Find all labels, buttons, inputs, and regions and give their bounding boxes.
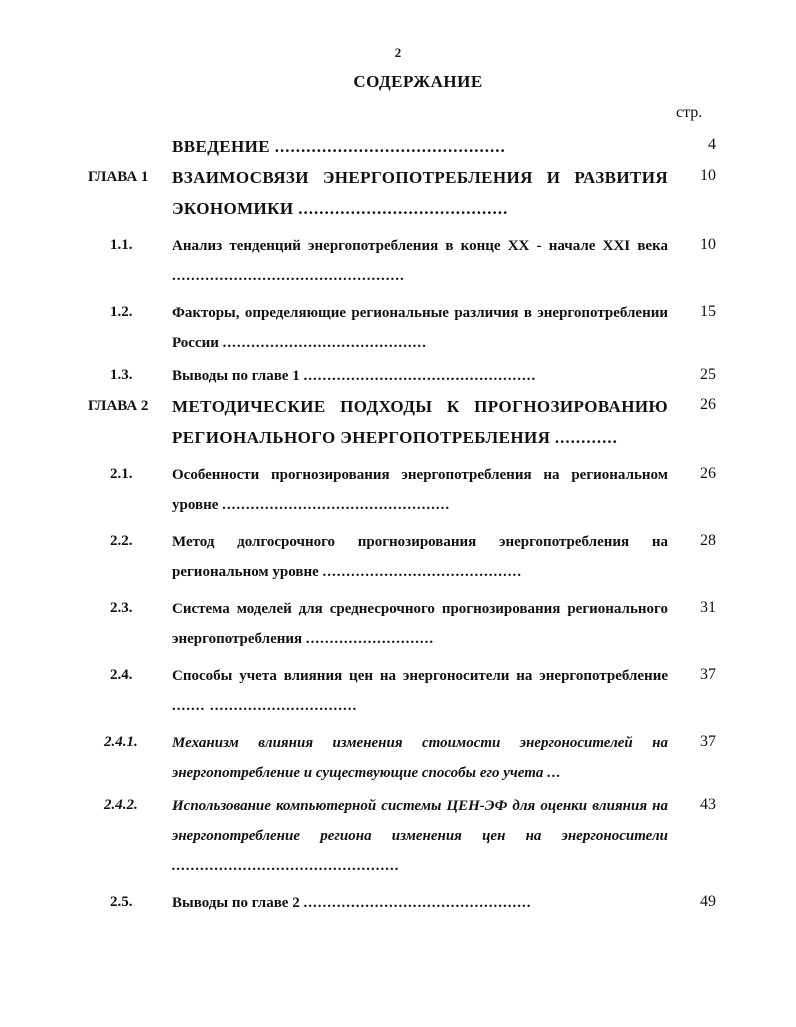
toc-entry-title: МЕТОДИЧЕСКИЕ ПОДХОДЫ К ПРОГНОЗИРОВАНИЮ РЕГИОНАЛЬНОГО ЭНЕРГОПОТРЕБЛЕНИЯ xyxy=(172,397,668,447)
toc-leader-dots: ........................................... xyxy=(222,335,427,351)
toc-entry-title: ВЗАИМОСВЯЗИ ЭНЕРГОПОТРЕБЛЕНИЯ И РАЗВИТИЯ ЭКОНОМИКИ xyxy=(172,168,668,218)
toc-entry-page: 10 xyxy=(700,236,716,253)
toc-entry-page: 26 xyxy=(700,396,716,413)
toc-leader-dots: ................................................. xyxy=(172,268,405,284)
toc-entry-number: 1.3. xyxy=(110,367,133,383)
toc-leader-dots: ....... ............................... xyxy=(172,698,358,714)
toc-entry-number: 2.4.2. xyxy=(104,797,138,813)
toc-entry-number: 2.4. xyxy=(110,667,133,683)
table-of-contents xyxy=(0,131,796,918)
toc-entry-number: 2.1. xyxy=(110,466,133,482)
toc-entry-number: 1.2. xyxy=(110,304,133,320)
toc-entry-2-4-2 xyxy=(0,791,796,881)
toc-leader-dots: ................................................ xyxy=(172,858,400,874)
toc-entry-number: 2.2. xyxy=(110,533,133,549)
toc-entry-1-1 xyxy=(0,231,796,291)
toc-leader-dots: ... xyxy=(547,765,562,781)
toc-entry-number: ГЛАВА 1 xyxy=(88,169,149,185)
toc-entry-1-2 xyxy=(0,298,796,358)
toc-entry-page: 37 xyxy=(700,733,716,750)
toc-entry-page: 26 xyxy=(700,465,716,482)
toc-entry-title: Метод долгосрочного прогнозирования энергопотребления на региональном уровне xyxy=(172,534,668,580)
toc-entry-title: Использование компьютерной системы ЦЕН-ЭФ для оценки влияния на энергопотребление региона изменения цен на энергоносители xyxy=(172,798,668,844)
toc-entry-number: 2.3. xyxy=(110,600,133,616)
toc-entry-title: Выводы по главе 2 xyxy=(172,895,300,911)
toc-entry-2-4-1 xyxy=(0,728,796,788)
toc-entry-page: 4 xyxy=(708,136,716,153)
toc-entry-page: 43 xyxy=(700,796,716,813)
toc-entry-2-1 xyxy=(0,460,796,520)
toc-entry-page: 49 xyxy=(700,893,716,910)
page-number: 2 xyxy=(394,45,402,60)
toc-entry-page: 10 xyxy=(700,167,716,184)
toc-leader-dots: .......................................... xyxy=(322,564,523,580)
page-column-label: стр. xyxy=(676,104,703,121)
toc-entry-title: Особенности прогнозирования энергопотребления на региональном уровне xyxy=(172,467,668,513)
toc-entry-page: 15 xyxy=(700,303,716,320)
toc-entry-2-2 xyxy=(0,527,796,587)
document-title: СОДЕРЖАНИЕ xyxy=(353,72,483,91)
toc-entry-title: Факторы, определяющие региональные различия в энергопотреблении России xyxy=(172,305,668,351)
toc-entry-title: ВВЕДЕНИЕ xyxy=(172,137,271,156)
toc-entry-number: 1.1. xyxy=(110,237,133,253)
toc-entry-title: Анализ тенденций энергопотребления в конце XX - начале XXI века xyxy=(172,238,668,254)
toc-entry-page: 31 xyxy=(700,599,716,616)
toc-entry-title: Способы учета влияния цен на энергоносители на энергопотребление xyxy=(172,668,668,684)
toc-leader-dots: ........................... xyxy=(305,631,435,647)
toc-entry-number: ГЛАВА 2 xyxy=(88,398,149,414)
toc-entry-title: Механизм влияния изменения стоимости энергоносителей на энергопотребление и существующие способы его учета xyxy=(172,735,668,781)
toc-leader-dots: ........................................ xyxy=(298,199,509,218)
toc-entry-1-3 xyxy=(0,361,796,391)
toc-leader-dots: ................................................. xyxy=(303,368,537,384)
toc-entry-number: 2.5. xyxy=(110,894,133,910)
toc-leader-dots: ............ xyxy=(554,428,618,447)
toc-entry-introduction xyxy=(0,131,796,162)
toc-leader-dots: ................................................ xyxy=(303,895,532,911)
toc-entry-2-3 xyxy=(0,594,796,654)
toc-entry-chapter-1 xyxy=(0,162,796,224)
toc-entry-2-5 xyxy=(0,888,796,918)
toc-entry-title: Выводы по главе 1 xyxy=(172,368,300,384)
toc-leader-dots: ............................................ xyxy=(274,137,506,156)
toc-entry-number: 2.4.1. xyxy=(104,734,138,750)
toc-leader-dots: ................................................ xyxy=(222,497,451,513)
toc-entry-chapter-2 xyxy=(0,391,796,453)
toc-entry-title: Система моделей для среднесрочного прогнозирования регионального энергопотребления xyxy=(172,601,668,647)
toc-entry-page: 37 xyxy=(700,666,716,683)
toc-entry-page: 25 xyxy=(700,366,716,383)
toc-entry-page: 28 xyxy=(700,532,716,549)
toc-entry-2-4 xyxy=(0,661,796,721)
